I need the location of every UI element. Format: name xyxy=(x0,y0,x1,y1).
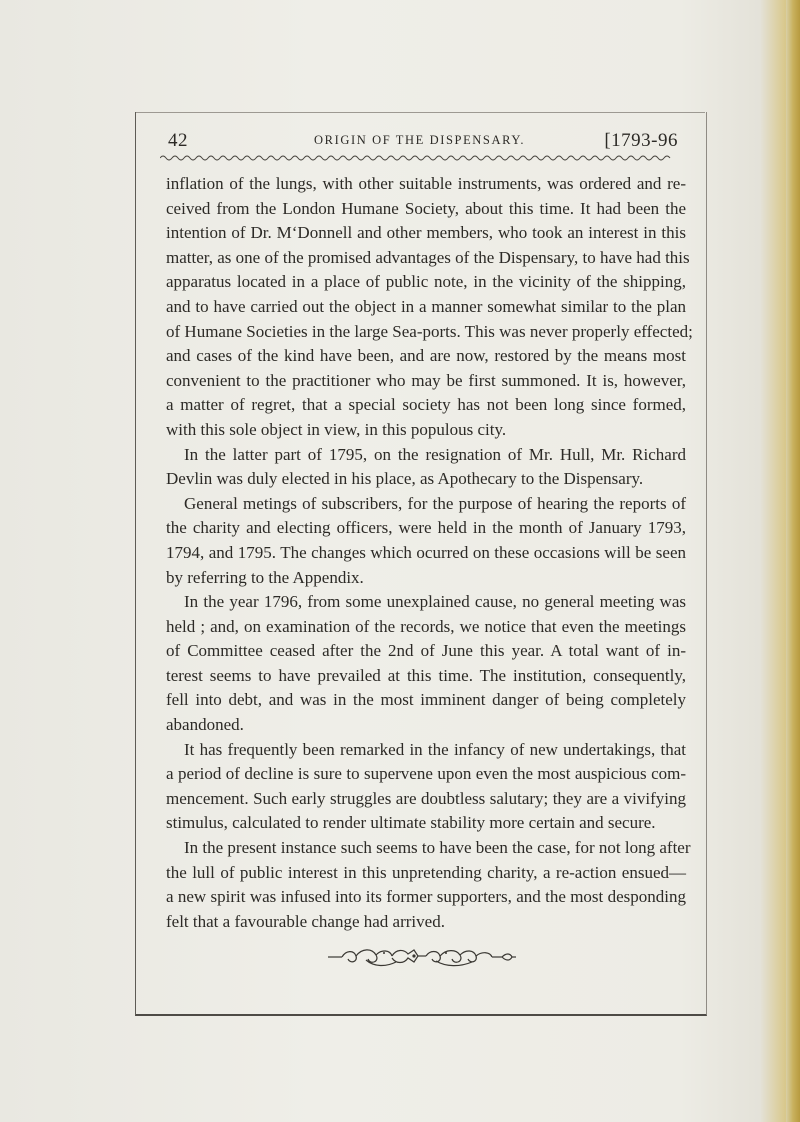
tailpiece-ornament-icon xyxy=(326,946,518,968)
text-line: a period of decline is sure to supervene upon even the most auspicious com- xyxy=(166,764,686,784)
text-line: abandoned. xyxy=(166,715,244,735)
text-line: mencement. Such early struggles are doubtless salutary; they are a vivifying xyxy=(166,788,686,808)
text-line: and to have carried out the object in a manner somewhat similar to the plan xyxy=(166,296,686,316)
running-head xyxy=(168,130,684,154)
text-line: a matter of regret, that a special society has not been long since formed, xyxy=(166,395,686,415)
text-line: of Humane Societies in the large Sea-ports. This was never properly effected; xyxy=(166,321,693,341)
page-edge-shadow xyxy=(786,0,800,1122)
text-line: inflation of the lungs, with other suitable instruments, was ordered and re- xyxy=(166,174,686,193)
text-line: In the latter part of 1795, on the resignation of Mr. Hull, Mr. Richard xyxy=(184,444,686,464)
text-line: General metings of subscribers, for the purpose of hearing the reports of xyxy=(184,493,686,513)
text-line: felt that a favourable change had arrived. xyxy=(166,911,445,931)
text-line: stimulus, calculated to render ultimate stability more certain and secure. xyxy=(166,813,656,833)
text-line: terest seems to have prevailed at this time. The institution, consequently, xyxy=(166,665,686,685)
wavy-rule-divider xyxy=(160,154,674,162)
running-title: ORIGIN OF THE DISPENSARY. xyxy=(314,133,526,147)
text-line: the lull of public interest in this unpretending charity, a re-action ensued— xyxy=(166,862,686,882)
text-line: of Committee ceased after the 2nd of June this year. A total want of in- xyxy=(166,641,686,661)
text-line: Devlin was duly elected in his place, as Apothecary to the Dispensary. xyxy=(166,469,644,489)
running-years: [1793-96 xyxy=(604,130,678,151)
text-line: a new spirit was infused into its former supporters, and the most desponding xyxy=(166,887,686,907)
text-line: apparatus located in a place of public note, in the vicinity of the shipping, xyxy=(166,272,686,292)
text-line: ceived from the London Humane Society, about this time. It had been the xyxy=(166,198,686,218)
text-line: held ; and, on examination of the records, we notice that even the meetings xyxy=(166,616,686,636)
text-line: convenient to the practitioner who may be first summoned. It is, however, xyxy=(166,370,686,390)
text-line: fell into debt, and was in the most imminent danger of being completely xyxy=(166,690,686,710)
body-text xyxy=(166,172,693,934)
text-line: intention of Dr. M‘Donnell and other members, who took an interest in this xyxy=(166,223,686,243)
text-line: In the present instance such seems to have been the case, for not long after xyxy=(184,838,691,858)
page-number: 42 xyxy=(168,130,188,151)
text-line: with this sole object in view, in this populous city. xyxy=(166,419,507,439)
text-line: the charity and electing officers, were held in the month of January 1793, xyxy=(166,518,686,538)
text-line: It has frequently been remarked in the infancy of new undertakings, that xyxy=(184,739,686,759)
text-line: and cases of the kind have been, and are now, restored by the means most xyxy=(166,346,686,366)
text-line: matter, as one of the promised advantages of the Dispensary, to have had this xyxy=(166,247,690,267)
text-line: In the year 1796, from some unexplained cause, no general meeting was xyxy=(184,592,686,612)
text-line: 1794, and 1795. The changes which ocurred on these occasions will be seen xyxy=(166,542,686,562)
text-line: by referring to the Appendix. xyxy=(166,567,364,587)
